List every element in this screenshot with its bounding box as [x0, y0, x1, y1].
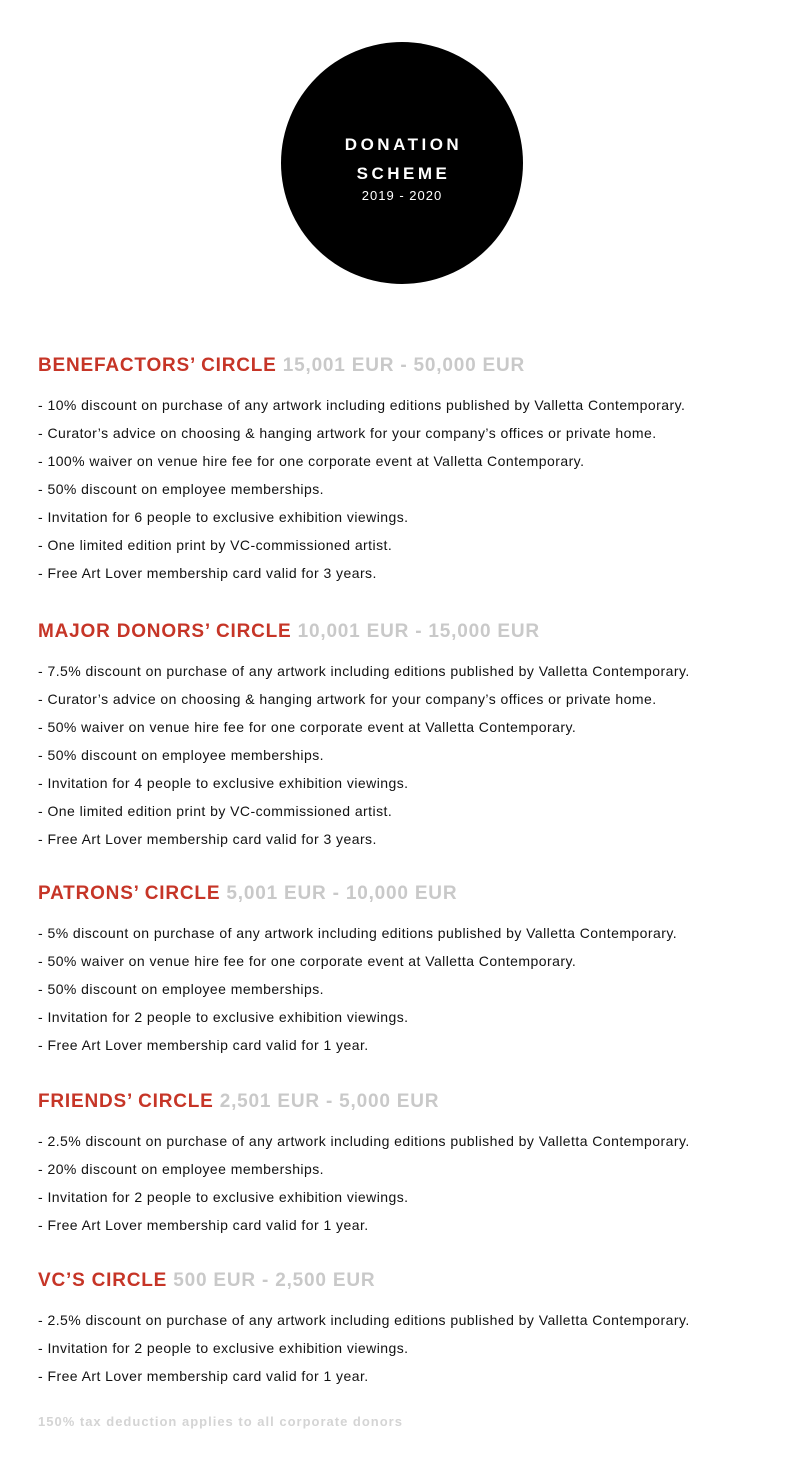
benefit-list [38, 919, 778, 1059]
section-heading [38, 619, 778, 645]
section-patrons [38, 881, 778, 1059]
tax-footnote: 150% tax deduction applies to all corporate donors [38, 1414, 403, 1429]
benefit-item: - Invitation for 4 people to exclusive exhibition viewings. [38, 775, 409, 791]
section-vcs [38, 1268, 778, 1390]
benefit-item: - 7.5% discount on purchase of any artwork including editions published by Valletta Contemporary. [38, 663, 690, 679]
donation-range: 15,001 EUR - 50,000 EUR [282, 355, 526, 376]
benefit-item: - Free Art Lover membership card valid for 1 year. [38, 1217, 369, 1233]
section-major-donors [38, 619, 778, 853]
badge-years: 2019 - 2020 [361, 188, 443, 203]
donation-range: 5,001 EUR - 10,000 EUR [226, 883, 458, 904]
benefit-list [38, 1306, 778, 1390]
badge-title [281, 130, 523, 188]
benefit-item: - One limited edition print by VC-commissioned artist. [38, 803, 393, 819]
donation-range: 2,501 EUR - 5,000 EUR [219, 1091, 440, 1112]
benefit-item: - 50% discount on employee memberships. [38, 747, 325, 763]
section-heading [38, 881, 778, 907]
donation-range: 10,001 EUR - 15,000 EUR [297, 621, 540, 642]
badge-title-line2: SCHEME [356, 164, 451, 183]
benefit-item: - 50% waiver on venue hire fee for one corporate event at Valletta Contemporary. [38, 953, 577, 969]
circle-name: PATRONS’ CIRCLE [38, 883, 221, 904]
benefit-item: - Invitation for 2 people to exclusive exhibition viewings. [38, 1189, 409, 1205]
benefit-list [38, 1127, 778, 1239]
benefit-item: - Free Art Lover membership card valid for 3 years. [38, 831, 377, 847]
benefit-item: - Free Art Lover membership card valid for 1 year. [38, 1037, 369, 1053]
circle-name: VC’S CIRCLE [38, 1270, 168, 1291]
benefit-item: - Curator’s advice on choosing & hanging artwork for your company’s offices or private home. [38, 425, 657, 441]
benefit-item: - Invitation for 2 people to exclusive exhibition viewings. [38, 1009, 409, 1025]
section-heading [38, 1089, 778, 1115]
donation-scheme-badge [281, 42, 523, 284]
circle-name: MAJOR DONORS’ CIRCLE [38, 621, 292, 642]
benefit-item: - 10% discount on purchase of any artwork including editions published by Valletta Contemporary. [38, 397, 686, 413]
benefit-item: - 2.5% discount on purchase of any artwork including editions published by Valletta Contemporary. [38, 1312, 690, 1328]
section-benefactors [38, 353, 778, 587]
circle-name: BENEFACTORS’ CIRCLE [38, 355, 277, 376]
benefit-item: - 100% waiver on venue hire fee for one corporate event at Valletta Contemporary. [38, 453, 585, 469]
donation-range: 500 EUR - 2,500 EUR [173, 1270, 376, 1291]
benefit-list [38, 391, 778, 587]
benefit-item: - One limited edition print by VC-commissioned artist. [38, 537, 393, 553]
benefit-item: - 20% discount on employee memberships. [38, 1161, 325, 1177]
benefit-item: - Free Art Lover membership card valid for 1 year. [38, 1368, 369, 1384]
benefit-item: - 2.5% discount on purchase of any artwork including editions published by Valletta Contemporary. [38, 1133, 690, 1149]
section-heading [38, 353, 778, 379]
benefit-item: - Curator’s advice on choosing & hanging artwork for your company’s offices or private home. [38, 691, 657, 707]
circle-name: FRIENDS’ CIRCLE [38, 1091, 214, 1112]
benefit-item: - 50% discount on employee memberships. [38, 481, 325, 497]
benefit-item: - Free Art Lover membership card valid for 3 years. [38, 565, 377, 581]
benefit-item: - Invitation for 6 people to exclusive exhibition viewings. [38, 509, 409, 525]
badge-title-line1: DONATION [344, 135, 463, 154]
section-heading [38, 1268, 778, 1294]
benefit-list [38, 657, 778, 853]
benefit-item: - 5% discount on purchase of any artwork including editions published by Valletta Contemporary. [38, 925, 678, 941]
benefit-item: - Invitation for 2 people to exclusive exhibition viewings. [38, 1340, 409, 1356]
section-friends [38, 1089, 778, 1239]
benefit-item: - 50% discount on employee memberships. [38, 981, 325, 997]
benefit-item: - 50% waiver on venue hire fee for one corporate event at Valletta Contemporary. [38, 719, 577, 735]
